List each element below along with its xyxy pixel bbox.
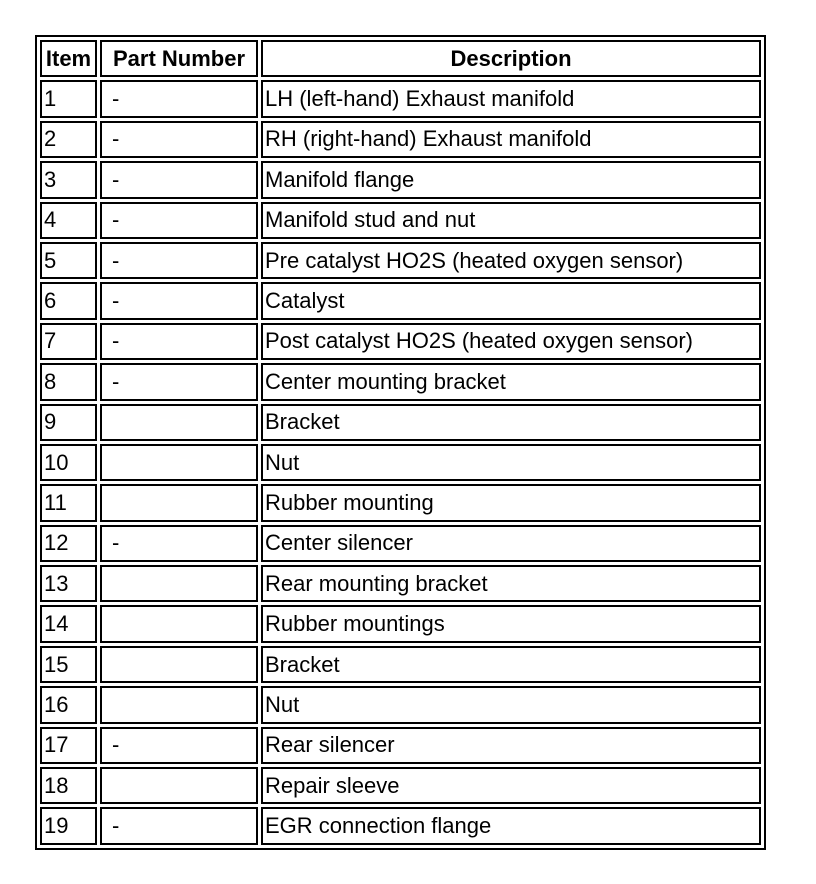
part-number-cell: - — [100, 727, 258, 764]
table-row — [40, 323, 761, 360]
table-row — [40, 282, 761, 319]
item-cell: 15 — [40, 646, 97, 683]
table-row — [40, 444, 761, 481]
part-number-cell: - — [100, 121, 258, 158]
table-row — [40, 242, 761, 279]
table-row — [40, 121, 761, 158]
item-cell: 10 — [40, 444, 97, 481]
part-number-cell: - — [100, 323, 258, 360]
part-number-cell: - — [100, 525, 258, 562]
description-cell: Rubber mounting — [261, 484, 761, 521]
description-cell: Pre catalyst HO2S (heated oxygen sensor) — [261, 242, 761, 279]
part-number-cell — [100, 686, 258, 723]
item-cell: 5 — [40, 242, 97, 279]
header-description: Description — [261, 40, 761, 77]
item-cell: 2 — [40, 121, 97, 158]
item-cell: 4 — [40, 202, 97, 239]
table-row — [40, 686, 761, 723]
description-cell: Rear mounting bracket — [261, 565, 761, 602]
parts-table-frame — [35, 35, 766, 850]
description-cell: LH (left-hand) Exhaust manifold — [261, 80, 761, 117]
item-cell: 9 — [40, 404, 97, 441]
table-row — [40, 727, 761, 764]
part-number-cell — [100, 767, 258, 804]
description-cell: Nut — [261, 444, 761, 481]
table-row — [40, 484, 761, 521]
item-cell: 6 — [40, 282, 97, 319]
part-number-cell — [100, 484, 258, 521]
table-row — [40, 807, 761, 844]
table-row — [40, 646, 761, 683]
item-cell: 14 — [40, 605, 97, 642]
table-row — [40, 525, 761, 562]
table-row — [40, 80, 761, 117]
item-cell: 19 — [40, 807, 97, 844]
item-cell: 1 — [40, 80, 97, 117]
item-cell: 18 — [40, 767, 97, 804]
parts-table — [37, 37, 764, 848]
part-number-cell — [100, 646, 258, 683]
header-part-number: Part Number — [100, 40, 258, 77]
description-cell: RH (right-hand) Exhaust manifold — [261, 121, 761, 158]
part-number-cell — [100, 404, 258, 441]
table-row — [40, 161, 761, 198]
description-cell: Center silencer — [261, 525, 761, 562]
part-number-cell: - — [100, 242, 258, 279]
table-header-row — [40, 40, 761, 77]
part-number-cell — [100, 565, 258, 602]
description-cell: Manifold flange — [261, 161, 761, 198]
table-row — [40, 605, 761, 642]
description-cell: Post catalyst HO2S (heated oxygen sensor) — [261, 323, 761, 360]
table-row — [40, 565, 761, 602]
part-number-cell — [100, 605, 258, 642]
item-cell: 13 — [40, 565, 97, 602]
description-cell: Rear silencer — [261, 727, 761, 764]
description-cell: Catalyst — [261, 282, 761, 319]
table-row — [40, 404, 761, 441]
table-row — [40, 767, 761, 804]
item-cell: 8 — [40, 363, 97, 400]
description-cell: Rubber mountings — [261, 605, 761, 642]
item-cell: 16 — [40, 686, 97, 723]
item-cell: 7 — [40, 323, 97, 360]
part-number-cell — [100, 444, 258, 481]
description-cell: Bracket — [261, 404, 761, 441]
part-number-cell: - — [100, 807, 258, 844]
description-cell: Repair sleeve — [261, 767, 761, 804]
part-number-cell: - — [100, 282, 258, 319]
header-item: Item — [40, 40, 97, 77]
item-cell: 3 — [40, 161, 97, 198]
part-number-cell: - — [100, 363, 258, 400]
item-cell: 11 — [40, 484, 97, 521]
part-number-cell: - — [100, 161, 258, 198]
description-cell: Center mounting bracket — [261, 363, 761, 400]
item-cell: 12 — [40, 525, 97, 562]
description-cell: EGR connection flange — [261, 807, 761, 844]
part-number-cell: - — [100, 202, 258, 239]
part-number-cell: - — [100, 80, 258, 117]
item-cell: 17 — [40, 727, 97, 764]
description-cell: Manifold stud and nut — [261, 202, 761, 239]
table-row — [40, 202, 761, 239]
description-cell: Nut — [261, 686, 761, 723]
table-row — [40, 363, 761, 400]
description-cell: Bracket — [261, 646, 761, 683]
